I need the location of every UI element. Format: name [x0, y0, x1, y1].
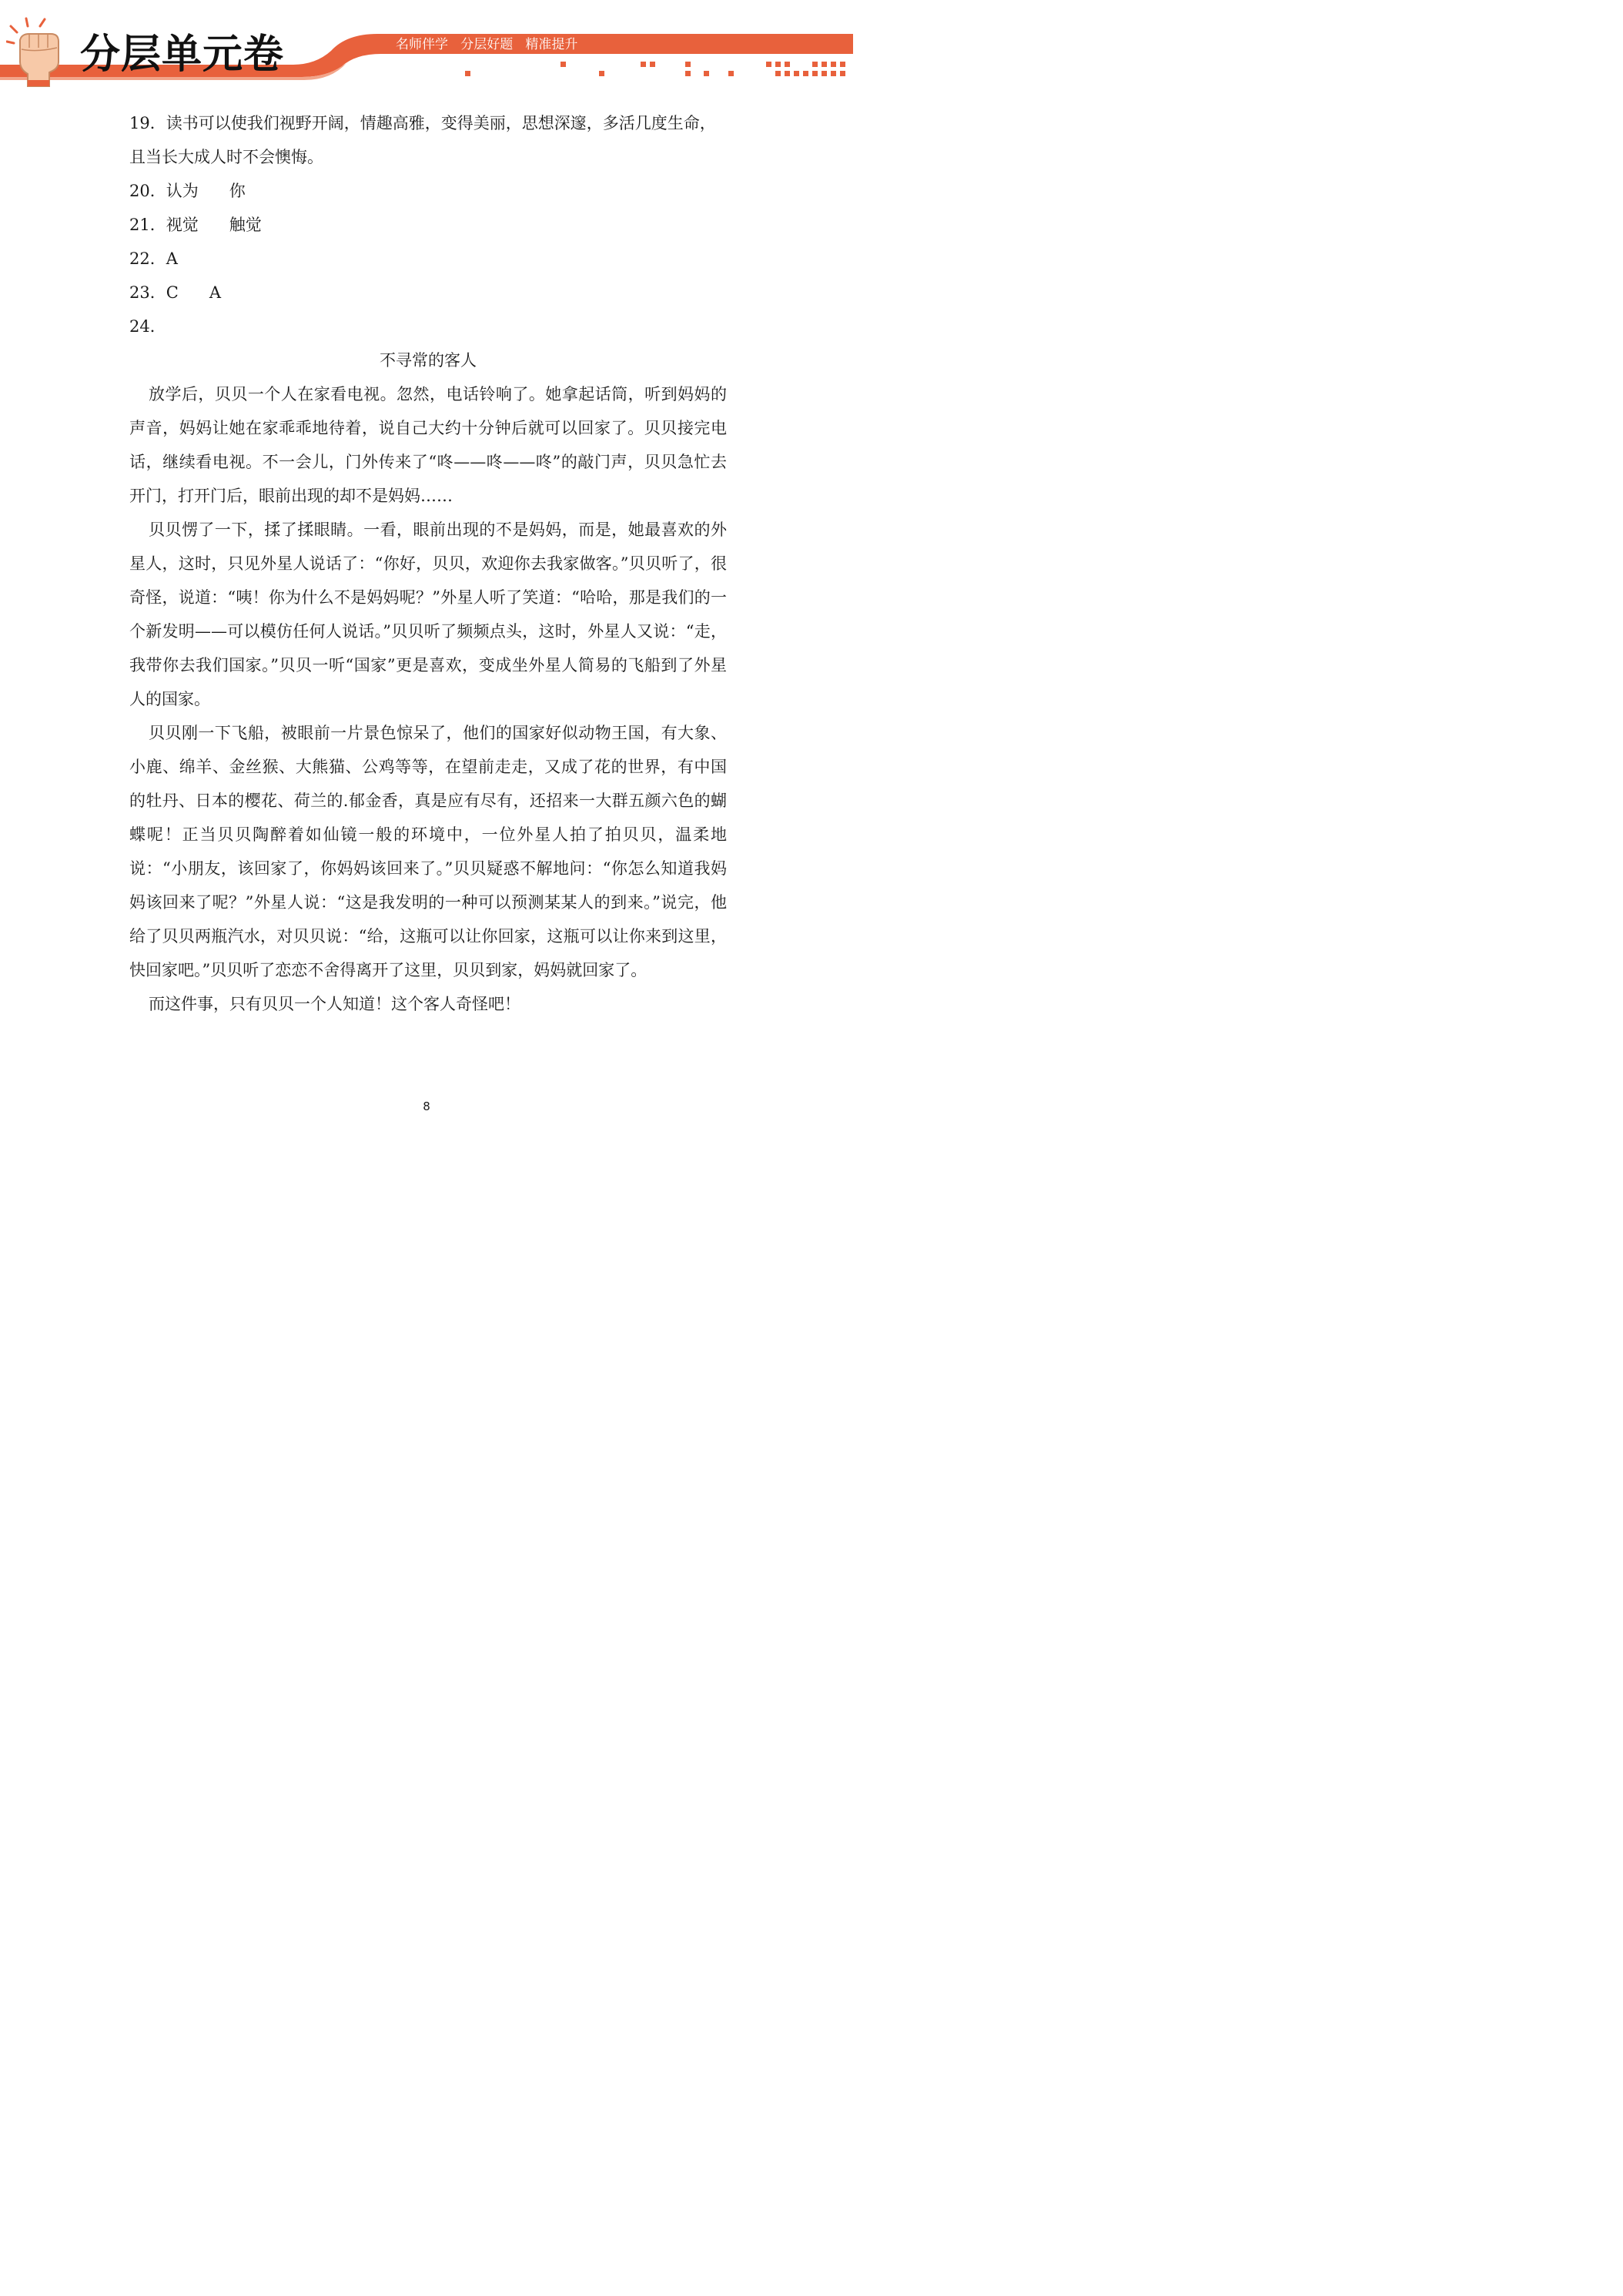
answer-line: 21．视觉 触觉: [129, 216, 262, 234]
story-paragraph: 而这件事，只有贝贝一个人知道！这个客人奇怪吧！: [149, 995, 520, 1013]
page-number: 8: [423, 1099, 430, 1113]
pixel-decoration: [465, 62, 845, 76]
brand-title: 分层单元卷: [80, 32, 285, 78]
answer-line: 24．: [129, 317, 166, 336]
story-paragraph: 贝贝刚一下飞船，被眼前一片景色惊呆了，他们的国家好似动物王国，有大象、小鹿、绵羊、金丝猴、大熊猫、公鸡等等，在望前走走，又成了花的世界，有中国的牡丹、日本的樱花、荷兰的.郁金香，真是应有尽有，还招来一大群五颜六色的蝴蝶呢！正当贝贝陶醉着如仙镜一般的环境中，一位外星人拍了拍贝贝，温柔地说：“小朋友，该回家了，你妈妈该回来了。”贝贝疑惑不解地问：“你怎么知道我妈妈该回来了呢？”外星人说：“这是我发明的一种可以预测某某人的到来。”说完，他给了贝贝两瓶汽水，对贝贝说：“给，这瓶可以让你回家，这瓶可以让你来到这里，快回家吧。”贝贝听了恋恋不舍得离开了这里，贝贝到家，妈妈就回家了。: [129, 724, 727, 979]
fist-hand-icon: [6, 17, 68, 88]
answer-line: 20．认为 你: [129, 182, 246, 200]
story-paragraph: 贝贝愣了一下，揉了揉眼睛。一看，眼前出现的不是妈妈，而是，她最喜欢的外星人，这时，只见外星人说话了：“你好，贝贝，欢迎你去我家做客。”贝贝听了，很奇怪，说道：“咦！你为什么不是妈妈呢？”外星人听了笑道：“哈哈，那是我们的一个新发明——可以模仿任何人说话。”贝贝听了频频点头，这时，外星人又说：“走，我带你去我们国家。”贝贝一听“国家”更是喜欢，变成坐外星人简易的飞船到了外星人的国家。: [129, 520, 727, 708]
answer-line: 23．C A: [129, 283, 222, 302]
page-header: [0, 0, 853, 89]
answer-content: [129, 106, 727, 1021]
header-slogan: 名师伴学 分层好题 精准提升: [396, 37, 578, 52]
story-paragraph: 放学后，贝贝一个人在家看电视。忽然，电话铃响了。她拿起话筒，听到妈妈的声音，妈妈让她在家乖乖地待着，说自己大约十分钟后就可以回家了。贝贝接完电话，继续看电视。不一会儿，门外传来了“咚——咚——咚”的敲门声，贝贝急忙去开门，打开门后，眼前出现的却不是妈妈……: [129, 385, 727, 505]
story-title: 不寻常的客人: [380, 351, 477, 370]
answer-line: 19．读书可以使我们视野开阔，情趣高雅，变得美丽，思想深邃，多活几度生命，: [129, 114, 716, 132]
answer-line: 且当长大成人时不会懊悔。: [129, 148, 323, 166]
answer-line: 22．A: [129, 249, 178, 268]
